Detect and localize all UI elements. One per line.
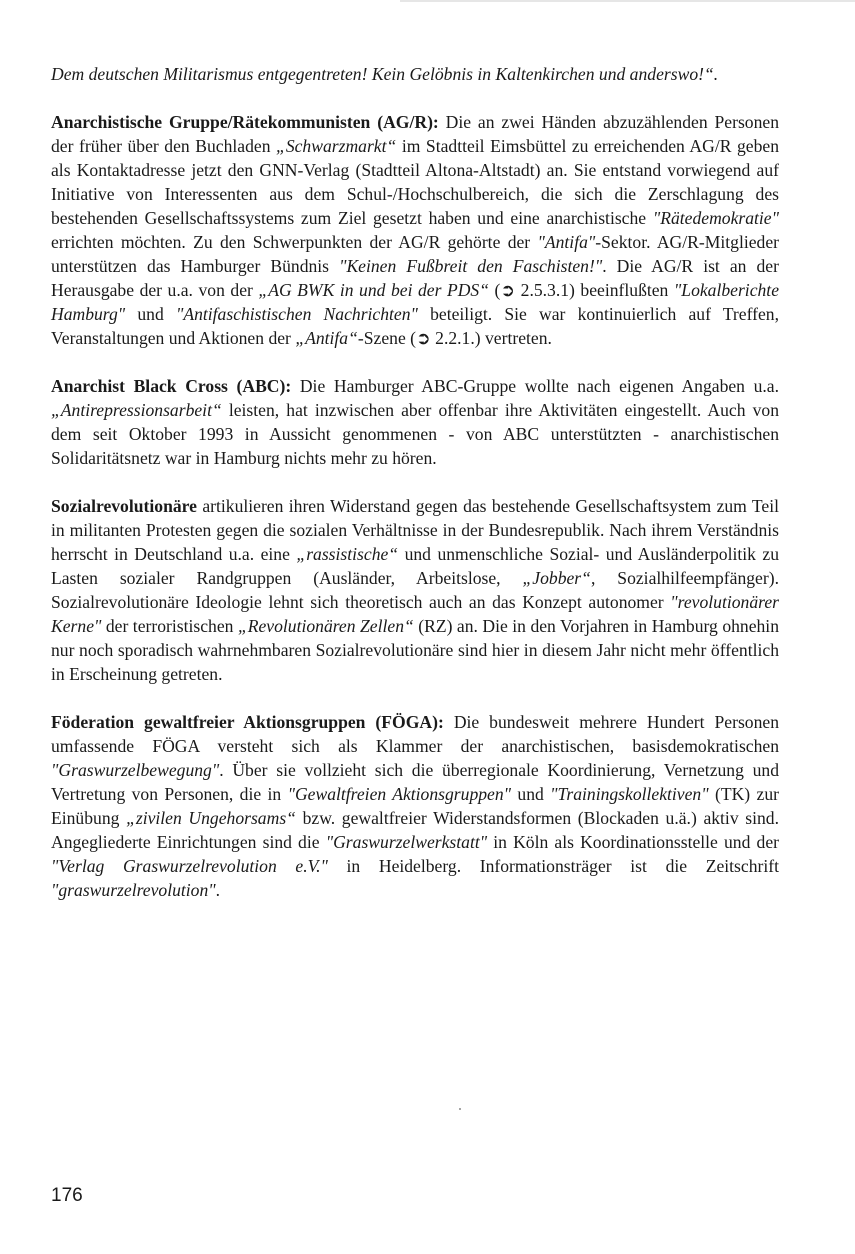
body-text-run: (➲ 2.5.3.1) beeinflußten bbox=[489, 280, 674, 300]
body-text-run: -Sektor. AG/R-Mitglieder unterstützen das Hamburger Bündnis bbox=[51, 232, 779, 276]
section-body bbox=[51, 712, 779, 900]
section-body bbox=[51, 112, 779, 348]
section-body bbox=[51, 496, 779, 684]
body-text-run: , Sozialhilfeempfänger). Sozialrevolutionäre Ideologie lehnt sich theoretisch auch an das Konzept autonomer bbox=[51, 568, 779, 612]
body-text-run: errichten möchten. Zu den Schwerpunkten der AG/R gehörte der bbox=[51, 232, 538, 252]
italic-text: "Trainingskollektiven" bbox=[550, 784, 709, 804]
body-text-run: in Heidelberg. Informationsträger ist die Zeitschrift bbox=[327, 856, 779, 876]
body-text-run: bzw. gewaltfreier Widerstandsformen (Blockaden u.ä.) aktiv sind. Angegliederte Einrichtungen sind die bbox=[51, 808, 779, 852]
term-heading: Anarchistische Gruppe/Rätekommunisten (AG/R): bbox=[51, 112, 439, 132]
body-text-run: -Szene (➲ 2.2.1.) vertreten. bbox=[357, 328, 552, 348]
italic-text: „rassistische“ bbox=[296, 544, 399, 564]
body-text-run: beteiligt. Sie war kontinuierlich auf Treffen, Veranstaltungen und Aktionen der bbox=[51, 304, 779, 348]
italic-text: „Antifa“ bbox=[295, 328, 358, 348]
scan-edge bbox=[400, 0, 855, 2]
body-text-run: in Köln als Koordinationsstelle und der bbox=[487, 832, 779, 852]
body-text-run: artikulieren ihren Widerstand gegen das bestehende Gesellschaftsystem zum Teil in militanten Protesten gegen die sozialen Verhältnisse in der Bundesrepublik. Nach ihrem Verständnis herrscht in Deutschland u.a. eine bbox=[51, 496, 779, 564]
section-foega bbox=[51, 710, 779, 902]
body-text-run: und bbox=[125, 304, 176, 324]
italic-text: „Antirepressionsarbeit“ bbox=[51, 400, 222, 420]
italic-text: „Revolutionären Zellen“ bbox=[237, 616, 414, 636]
body-text-run: im Stadtteil Eimsbüttel zu erreichenden AG/R geben als Kontaktadresse jetzt den GNN-Verlag (Stadtteil Altona-Altstadt) an. Sie entstand vorwiegend auf Initiative von Interessenten aus dem Schul-/Hochschulbereich, die sich die Zerschlagung des bestehenden Gesellschaftssystems zum Ziel gesetzt haben und eine anarchistische bbox=[51, 136, 779, 228]
body-text-run: und unmenschliche Sozial- und Ausländerpolitik zu Lasten sozialer Randgruppen (Ausländer, Arbeitslose, bbox=[51, 544, 779, 588]
body-text-run: (TK) zur Einübung bbox=[51, 784, 780, 828]
body-text-run: . Über sie vollzieht sich die überregionale Koordinierung, Vernetzung und Vertretung von Personen, die in bbox=[51, 760, 779, 804]
italic-text: "revolutionärer Kerne" bbox=[51, 592, 779, 636]
section-sozialrevolutionaere bbox=[51, 494, 779, 686]
body-text-run: und bbox=[511, 784, 551, 804]
italic-text: "Verlag Graswurzelrevolution e.V." bbox=[51, 856, 328, 876]
body-text-run: Die an zwei Händen abzuzählenden Personen der früher über den Buchladen bbox=[51, 112, 779, 156]
body-text-run: Die bundesweit mehrere Hundert Personen umfassende FÖGA versteht sich als Klammer der anarchistischen, basisdemokratischen bbox=[51, 712, 780, 756]
scan-speck bbox=[459, 1108, 461, 1110]
term-heading: Föderation gewaltfreier Aktionsgruppen (FÖGA): bbox=[51, 712, 444, 732]
italic-text: "Graswurzelwerkstatt" bbox=[325, 832, 488, 852]
italic-text: „zivilen Ungehorsams“ bbox=[126, 808, 296, 828]
italic-text: "Keinen Fußbreit den Faschisten!" bbox=[339, 256, 603, 276]
body-text-run: (RZ) an. Die in den Vorjahren in Hamburg ohnehin nur noch sporadisch wahrnehmbaren Sozialrevolutionäre sind hier in diesem Jahr nicht mehr öffentlich in Erscheinung getreten. bbox=[51, 616, 779, 684]
body-text bbox=[51, 62, 779, 902]
body-text-run: der terroristischen bbox=[101, 616, 238, 636]
italic-text: „AG BWK in und bei der PDS“ bbox=[258, 280, 489, 300]
body-text-run: . bbox=[215, 880, 221, 900]
intro-paragraph: Dem deutschen Militarismus entgegentreten! Kein Gelöbnis in Kaltenkirchen und anderswo!“. bbox=[51, 64, 719, 84]
page-number: 176 bbox=[51, 1185, 83, 1206]
italic-text: „Schwarzmarkt“ bbox=[276, 136, 397, 156]
italic-text: "Antifa" bbox=[537, 232, 596, 252]
section-abc bbox=[51, 374, 779, 470]
term-heading: Sozialrevolutionäre bbox=[51, 496, 197, 516]
italic-text: "Graswurzelbewegung" bbox=[51, 760, 220, 780]
body-text-run: leisten, hat inzwischen aber offenbar ihre Aktivitäten eingestellt. Auch von dem seit Oktober 1993 in Aussicht genommenen - von ABC unterstützten - anarchistischen Solidaritätsnetz war in Hamburg nichts mehr zu hören. bbox=[51, 400, 779, 468]
italic-text: "Antifaschistischen Nachrichten" bbox=[175, 304, 418, 324]
italic-text: "Rätedemokratie" bbox=[652, 208, 779, 228]
italic-text: "Gewaltfreien Aktionsgruppen" bbox=[287, 784, 512, 804]
body-text-run: . Die AG/R ist an der Herausgabe der u.a. von der bbox=[51, 256, 779, 300]
italic-text: "graswurzelrevolution" bbox=[51, 880, 216, 900]
section-ag-r bbox=[51, 110, 779, 350]
term-heading: Anarchist Black Cross (ABC): bbox=[51, 376, 292, 396]
italic-text: „Jobber“ bbox=[522, 568, 591, 588]
body-text-run: Die Hamburger ABC-Gruppe wollte nach eigenen Angaben u.a. bbox=[291, 376, 779, 396]
italic-text: "Lokalberichte Hamburg" bbox=[51, 280, 779, 324]
